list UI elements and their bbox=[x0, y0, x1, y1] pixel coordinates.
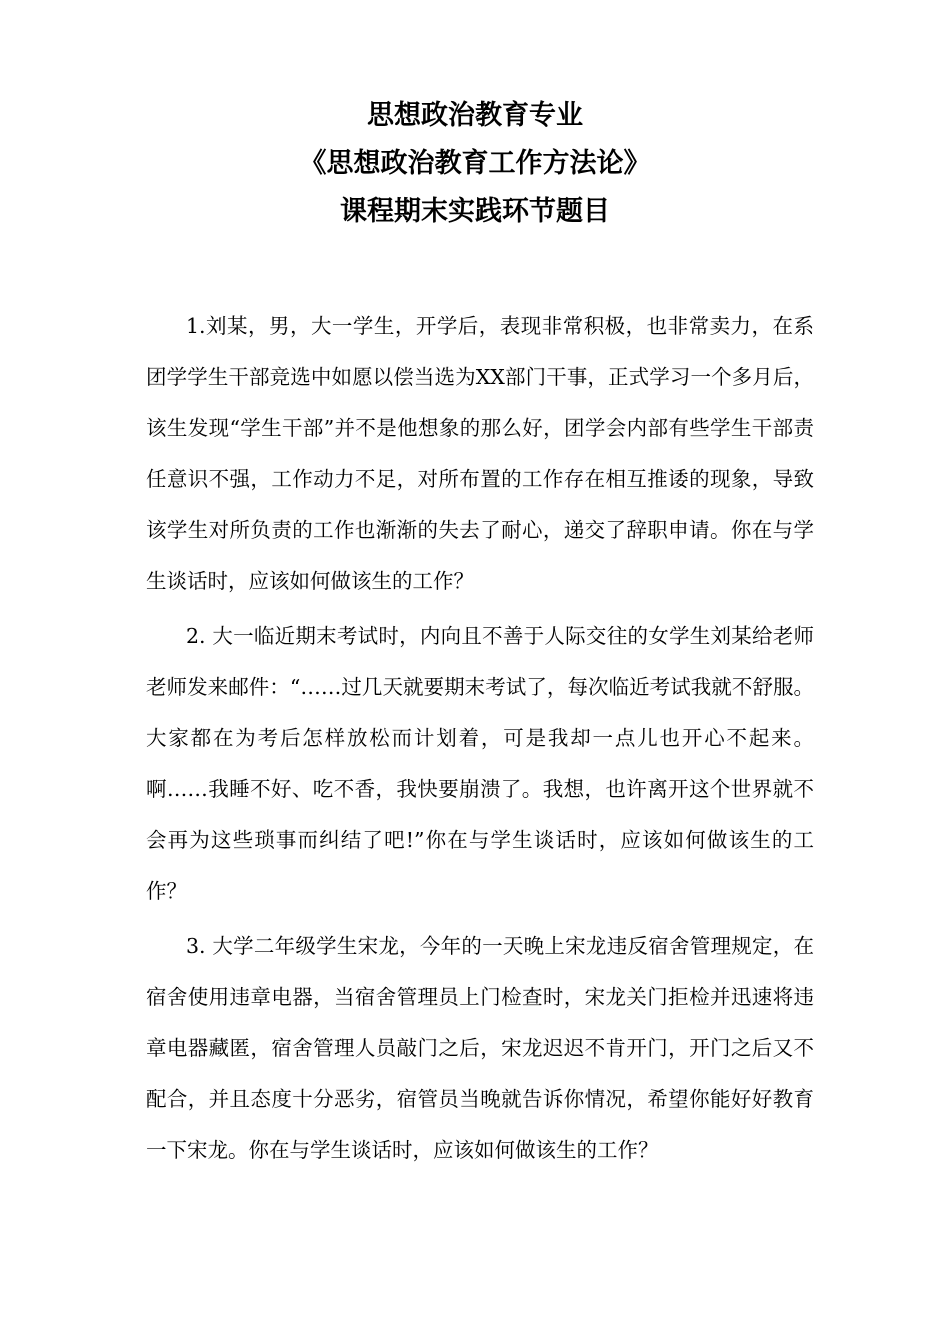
question-list bbox=[146, 301, 814, 1176]
title-line-subject: 课程期末实践环节题目 bbox=[340, 196, 610, 227]
document-title bbox=[0, 92, 950, 236]
title-line-course: 《思想政治教育工作方法论》 bbox=[299, 148, 651, 179]
title-line-major: 思想政治教育专业 bbox=[367, 100, 583, 131]
question-3: 3. 大学二年级学生宋龙，今年的一天晚上宋龙违反宿舍管理规定，在宿舍使用违章电器，当宿舍管理员上门检查时，宋龙关门拒检并迅速将违章电器藏匿，宿舍管理人员敲门之后，宋龙迟迟不肯开门，开门之后又不配合，并且态度十分恶劣，宿管员当晚就告诉你情况，希望你能好好教育一下宋龙。你在与学生谈话时，应该如何做该生的工作？ bbox=[146, 934, 814, 1162]
question-1: 1.刘某，男，大一学生，开学后，表现非常积极，也非常卖力，在系团学学生干部竞选中如愿以偿当选为XX部门干事，正式学习一个多月后，该生发现“学生干部”并不是他想象的那么好，团学会内部有些学生干部责任意识不强，工作动力不足，对所布置的工作存在相互推诿的现象，导致该学生对所负责的工作也渐渐的失去了耐心，递交了辞职申请。你在与学生谈话时，应该如何做该生的工作？ bbox=[146, 314, 814, 593]
question-2: 2. 大一临近期末考试时，内向且不善于人际交往的女学生刘某给老师老师发来邮件：“……过几天就要期末考试了，每次临近考试我就不舒服。大家都在为考后怎样放松而计划着，可是我却一点儿也开心不起来。啊……我睡不好、吃不香，我快要崩溃了。我想，也许离开这个世界就不会再为这些琐事而纠结了吧!”你在与学生谈话时，应该如何做该生的工作？ bbox=[146, 624, 814, 903]
